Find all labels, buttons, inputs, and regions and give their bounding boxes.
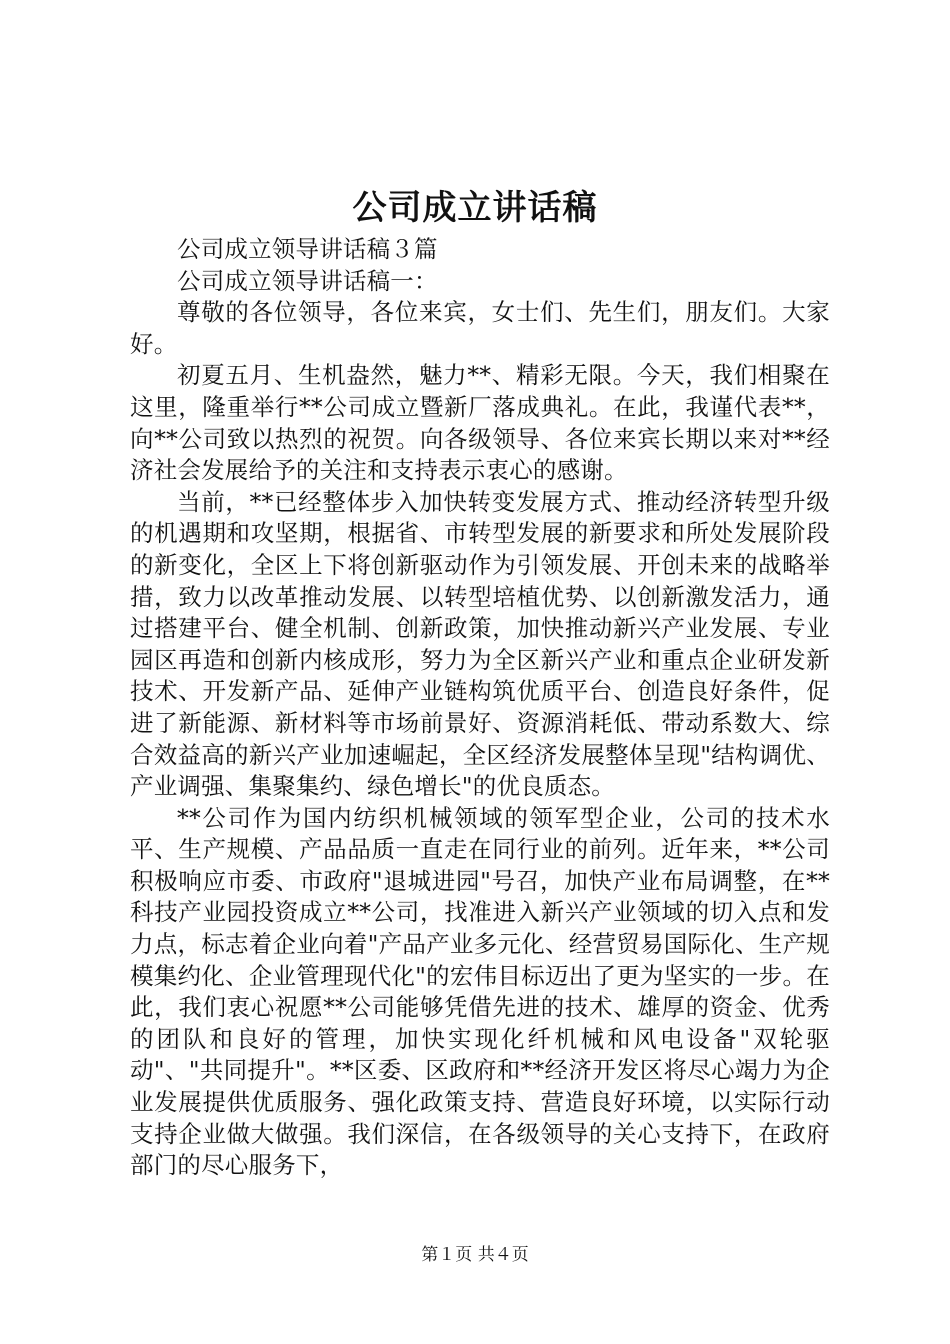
salutation-paragraph: 尊敬的各位领导，各位来宾，女士们、先生们，朋友们。大家好。: [130, 298, 830, 358]
page-number-footer: 第１页 共４页: [421, 1245, 529, 1265]
section-heading: 公司成立领导讲话稿一：: [177, 266, 438, 295]
body-paragraph: 当前，**已经整体步入加快转变发展方式、推动经济转型升级的机遇期和攻坚期，根据省、市转型发展的新要求和所处发展阶段的新变化，全区上下将创新驱动作为引领发展、开创未来的战略举措，致力以改革推动发展、以转型培植优势、以创新激发活力，通过搭建平台、健全机制、创新政策，加快推动新兴产业发展、专业园区再造和创新内核成形，努力为全区新兴产业和重点企业研发新技术、开发新产品、延伸产业链构筑优质平台、创造良好条件，促进了新能源、新材料等市场前景好、资源消耗低、带动系数大、综合效益高的新兴产业加速崛起，全区经济发展整体呈现"结构调优、产业调强、集聚集约、绿色增长"的优良质态。: [130, 487, 830, 801]
document-title: 公司成立讲话稿: [352, 188, 598, 228]
body-paragraph: **公司作为国内纺织机械领域的领军型企业，公司的技术水平、生产规模、产品品质一直走在同行业的前列。近年来，**公司积极响应市委、市政府"退城进园"号召，加快产业布局调整，在**科技产业园投资成立**公司，找准进入新兴产业领域的切入点和发力点，标志着企业向着"产品产业多元化、经营贸易国际化、生产规模集约化、企业管理现代化"的宏伟目标迈出了更为坚实的一步。在此，我们衷心祝愿**公司能够凭借先进的技术、雄厚的资金、优秀的团队和良好的管理，加快实现化纤机械和风电设备"双轮驱动"、"共同提升"。**区委、区政府和**经济开发区将尽心竭力为企业发展提供优质服务、强化政策支持、营造良好环境，以实际行动支持企业做大做强。我们深信，在各级领导的关心支持下，在政府部门的尽心服务下，: [130, 803, 830, 1180]
body-paragraph: 初夏五月、生机盎然，魅力**、精彩无限。今天，我们相聚在这里，隆重举行**公司成立暨新厂落成典礼。在此，我谨代表**，向**公司致以热烈的祝贺。向各级领导、各位来宾长期以来对**经济社会发展给予的关注和支持表示衷心的感谢。: [130, 361, 830, 485]
document-body: [130, 234, 830, 1182]
subtitle-line: 公司成立领导讲话稿３篇: [177, 235, 438, 263]
